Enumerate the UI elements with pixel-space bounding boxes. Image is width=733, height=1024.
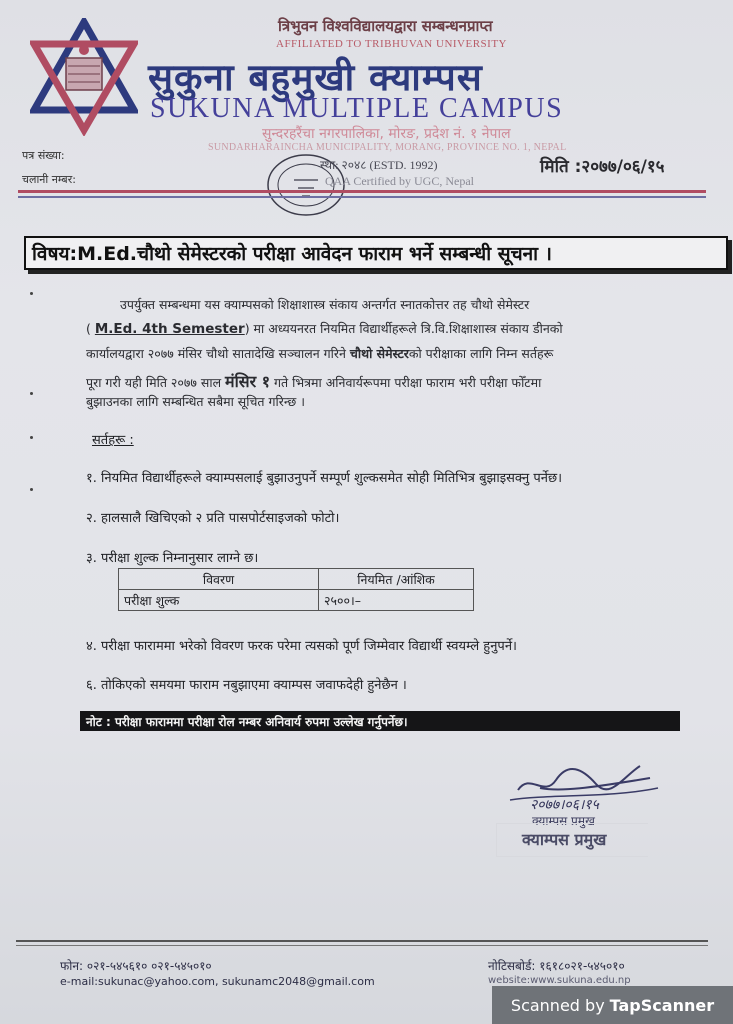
campus-logo-icon [30,18,138,136]
fee-table-header-type: नियमित /आंशिक [319,569,474,590]
body-line-2-post: ) मा अध्ययनरत नियमित विद्यार्थीहरूले त्रि.वि.शिक्षाशास्त्र संकाय डीनको [244,321,563,336]
punch-mark [30,292,33,295]
body-line-2-pre: ( [86,321,95,336]
footer-website: website:www.sukuna.edu.np [488,975,631,986]
fee-description-cell: परीक्षा शुल्क [119,590,319,611]
campus-name-english: SUKUNA MULTIPLE CAMPUS [150,93,564,124]
footer-phone: फोन: ०२१-५४५६१० ०२१-५४५०१० [60,959,212,973]
fee-table [118,568,474,611]
body-line-2 [86,320,563,337]
condition-item-1: १. नियमित विद्यार्थीहरूले क्याम्पसलाई बुझाउनुपर्ने सम्पूर्ण शुल्कसमेत सोही मितिभित्र बुझाइसक्नु पर्नेछ। [86,471,563,486]
signature-title-handwritten: क्याम्पस प्रमुख [532,814,595,828]
subject-heading: विषय:M.Ed.चौथो सेमेस्टरको परीक्षा आवेदन फाराम भर्ने सम्बन्धी सूचना । [24,236,728,270]
punch-mark [30,488,33,491]
footer-divider [16,940,708,942]
punch-mark [30,436,33,439]
campus-name-nepali: सुकुना बहुमुखी क्याम्पस [148,56,483,99]
body-line-3-post: को परीक्षाका लागि निम्न सर्तहरू [408,346,554,361]
affiliation-nepali: त्रिभुवन विश्वविद्यालयद्वारा सम्बन्धनप्राप्त [278,17,493,35]
footer-noticeboard: नोटिसबोर्ड: १६१८०२१-५४५०१० [488,959,625,973]
fee-table-header-description: विवरण [119,569,319,590]
header-divider [18,190,706,193]
condition-item-3: ३. परीक्षा शुल्क निम्नानुसार लाग्ने छ। [86,551,259,566]
footer-divider-secondary [16,945,708,946]
course-name: M.Ed. 4th Semester [94,321,245,337]
scanner-watermark [492,986,733,1024]
condition-item-5: ६. तोकिएको समयमा फाराम नबुझाएमा क्याम्पस जवाफदेही हुनेछैन । [86,678,407,693]
signature-date: २०७७।०६।१५ [530,797,599,813]
header-divider-secondary [18,196,706,198]
body-line-5: बुझाउनका लागि सम्बन्धित सबैमा सूचित गरिन्छ । [86,394,305,409]
body-line-1: उपर्युक्त सम्बन्धमा यस क्याम्पसको शिक्षाशास्त्र संकाय अन्तर्गत स्नातकोत्तर तह चौथो सेमेस्टर [120,297,530,312]
reference-number-label: पत्र संख्या: [22,149,65,162]
deadline-emphasis: मंसिर १ [225,372,271,391]
body-line-4-pre: पूरा गरी यही मिति २०७७ साल [86,375,226,390]
scanner-prefix: Scanned by [510,995,605,1015]
address-nepali: सुन्दरहरैंचा नगरपालिका, मोरङ, प्रदेश नं. १ नेपाल [262,126,511,142]
fee-table-header-row [119,569,474,590]
note-banner: नोट : परीक्षा फाराममा परीक्षा रोल नम्बर अनिवार्य रुपमा उल्लेख गर्नुपर्नेछ। [80,711,680,731]
semester-emphasis: चौथो सेमेस्टर [349,346,409,361]
dispatch-number-label: चलानी नम्बर: [22,173,76,186]
qaa-certification: QAA Certified by UGC, Nepal [325,174,474,188]
address-english: SUNDARHARAINCHA MUNICIPALITY, MORANG, PROVINCE NO. 1, NEPAL [208,142,567,153]
footer-email: e-mail:sukunac@yahoo.com, sukunamc2048@gmail.com [60,975,375,988]
established-year: स्था: २०४८ (ESTD. 1992) [320,158,438,172]
body-line-4 [86,370,541,392]
punch-mark [30,392,33,395]
body-line-4-post: गते भित्रमा अनिवार्यरूपमा परीक्षा फाराम भरी परीक्षा फोँटमा [270,375,542,390]
conditions-title: सर्तहरू : [92,433,134,448]
signatory-designation: क्याम्पस प्रमुख [522,830,607,849]
condition-item-2: २. हालसालै खिचिएको २ प्रति पासपोर्टसाइजको फोटो। [86,511,340,526]
fee-amount-cell: २५००।– [319,590,474,611]
scanner-brand: TapScanner [609,995,715,1015]
condition-item-4: ४. परीक्षा फाराममा भरेको विवरण फरक परेमा त्यसको पूर्ण जिम्मेवार विद्यार्थी स्वयम्ले हुनुपर्ने। [86,639,517,654]
notice-date: मिति :२०७७/०६/१५ [540,157,665,177]
affiliation-english: AFFILIATED TO TRIBHUVAN UNIVERSITY [276,38,508,50]
body-line-3 [86,345,553,362]
table-row [119,590,474,611]
body-line-3-pre: कार्यालयद्वारा २०७७ मंसिर चौथो सातादेखि सञ्चालन गरिने [86,346,350,361]
